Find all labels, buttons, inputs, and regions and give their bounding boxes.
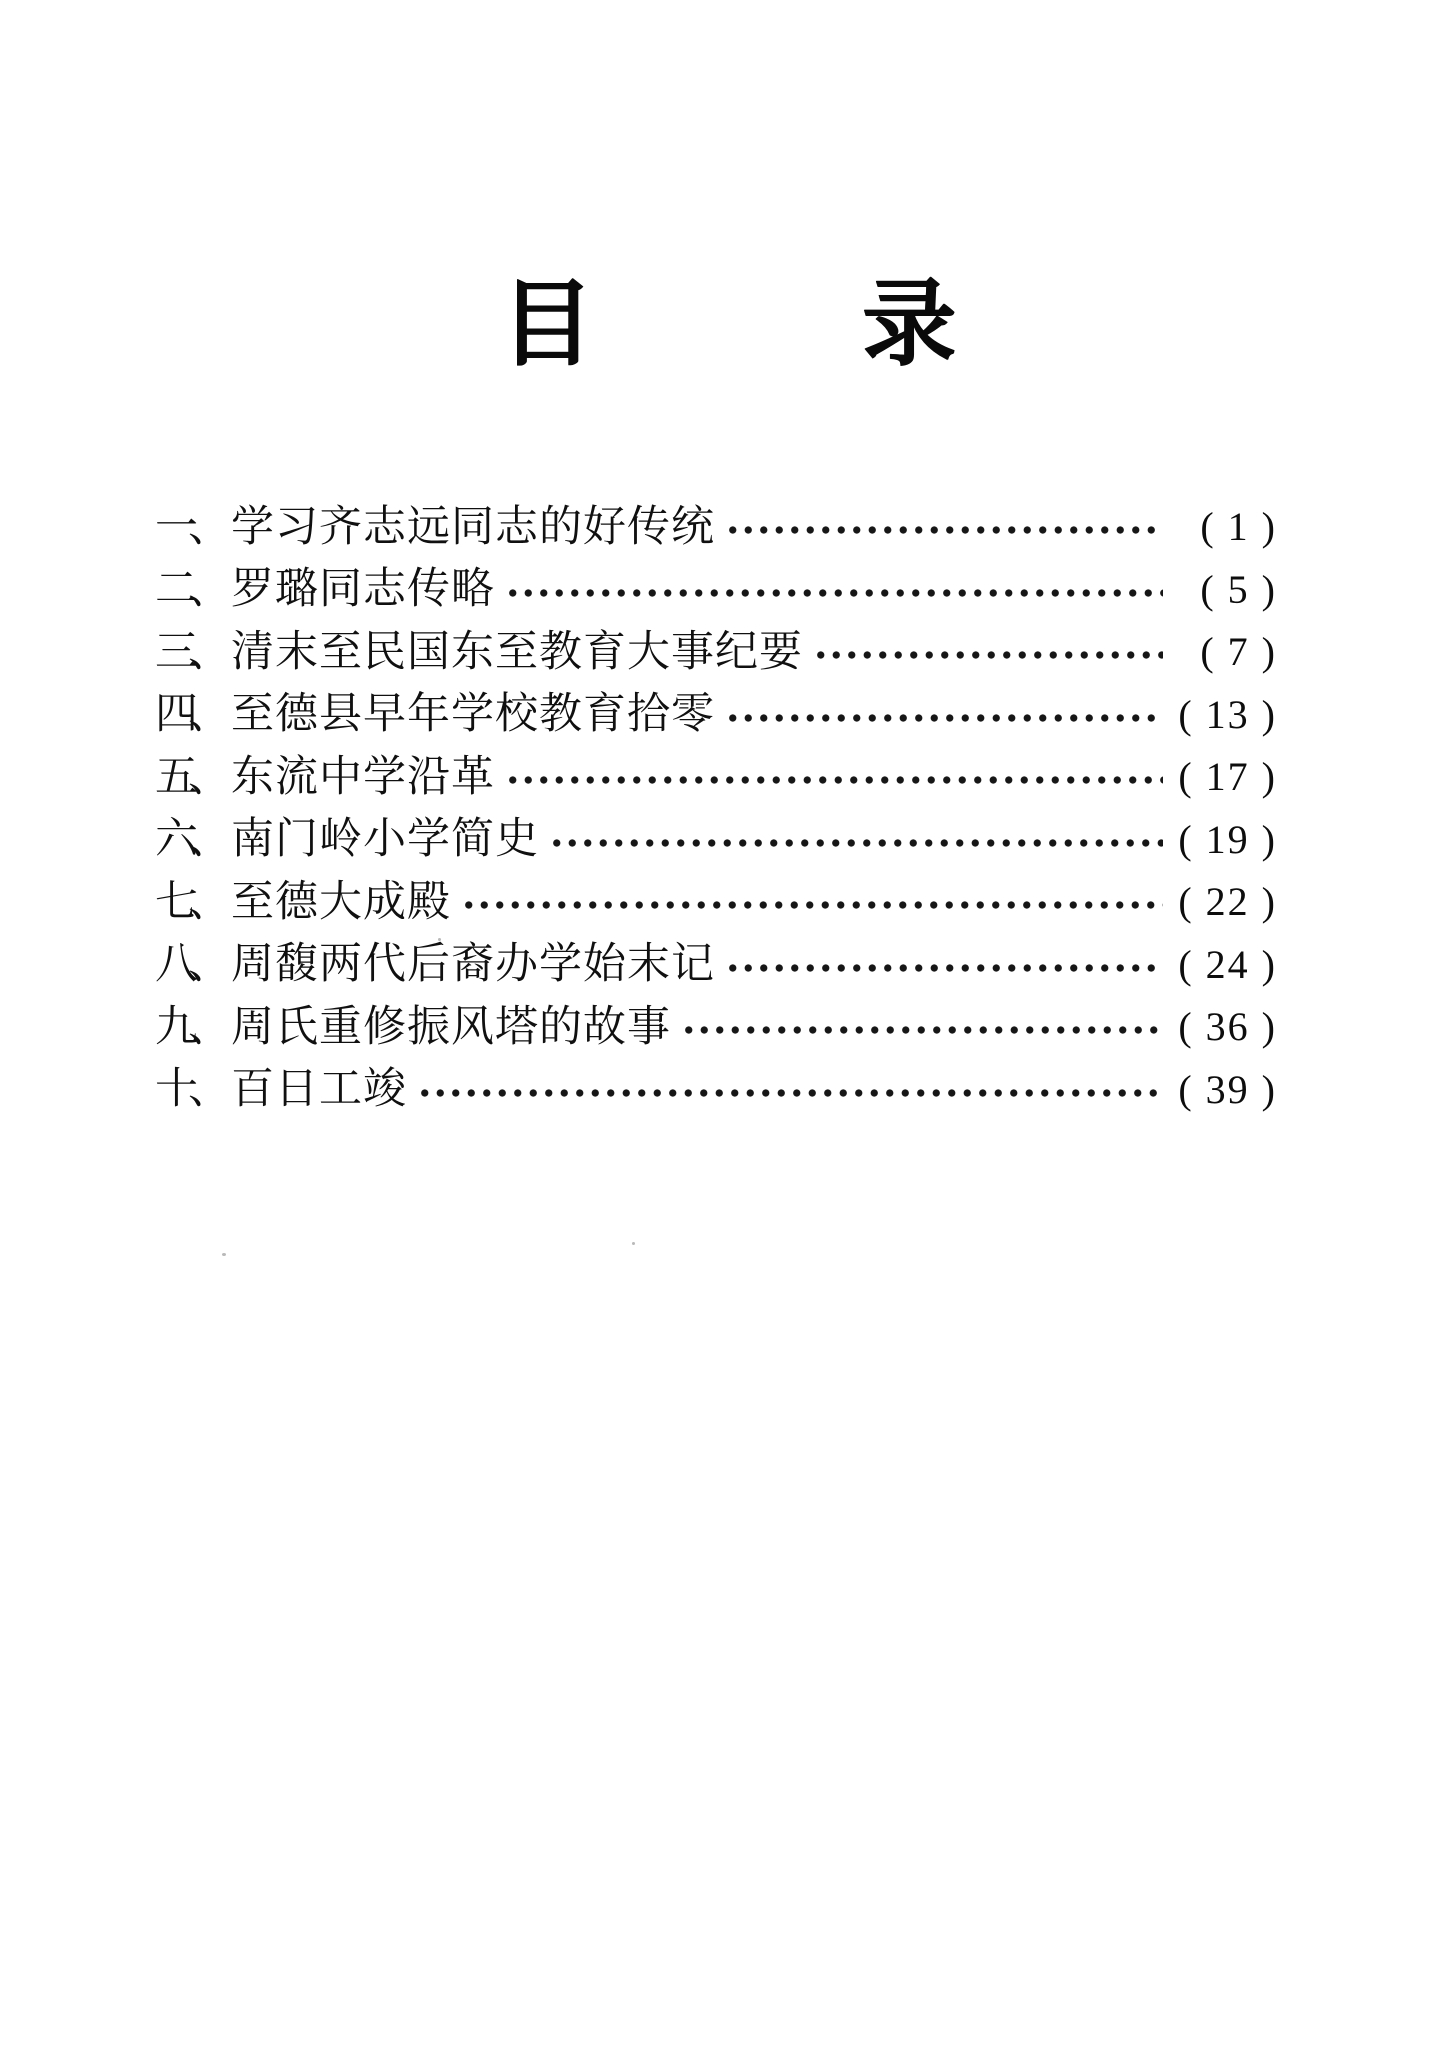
page-title bbox=[8, 273, 1440, 377]
dot-leader bbox=[503, 585, 1163, 601]
toc-entry bbox=[155, 871, 1277, 934]
toc-entry-number: 十、 bbox=[155, 1066, 221, 1114]
dot-leader bbox=[723, 960, 1163, 976]
page-title-char-2: 录 bbox=[862, 273, 957, 377]
toc-entry bbox=[155, 746, 1277, 809]
toc-entry-number: 七、 bbox=[155, 878, 221, 926]
toc-entry-title: 百日工竣 bbox=[231, 1066, 407, 1114]
toc-entry bbox=[155, 496, 1277, 559]
toc-entry-title: 东流中学沿革 bbox=[231, 753, 495, 801]
toc-entry bbox=[155, 934, 1277, 997]
toc-entry-number: 二、 bbox=[155, 566, 221, 614]
dot-leader bbox=[547, 835, 1163, 851]
toc-entry-number: 八、 bbox=[155, 941, 221, 989]
toc-entry-page: ( 7 ) bbox=[1200, 629, 1277, 675]
toc-entry-page: ( 13 ) bbox=[1178, 691, 1277, 737]
toc-entry-number: 三、 bbox=[155, 628, 221, 676]
toc-entry-title: 周氏重修振风塔的故事 bbox=[231, 1003, 671, 1051]
toc-entry-number: 九、 bbox=[155, 1003, 221, 1051]
toc-entry-number: 四、 bbox=[155, 691, 221, 739]
toc-entry-page: ( 24 ) bbox=[1178, 941, 1277, 987]
toc-entry bbox=[155, 1059, 1277, 1122]
page-title-char-1: 目 bbox=[499, 273, 594, 377]
toc-entry-page: ( 19 ) bbox=[1178, 816, 1277, 862]
toc-entry-page: ( 5 ) bbox=[1200, 566, 1277, 612]
dot-leader bbox=[503, 772, 1163, 788]
scan-speck bbox=[632, 1242, 635, 1245]
toc-entry-page: ( 1 ) bbox=[1200, 504, 1277, 550]
dot-leader bbox=[459, 897, 1163, 913]
dot-leader bbox=[679, 1022, 1163, 1038]
toc-entry-page: ( 36 ) bbox=[1178, 1004, 1277, 1050]
toc-entry-title: 至德大成殿 bbox=[231, 878, 451, 926]
dot-leader bbox=[723, 710, 1163, 726]
dot-leader bbox=[415, 1085, 1163, 1101]
toc-entry-title: 周馥两代后裔办学始末记 bbox=[231, 941, 715, 989]
toc-entry-number: 六、 bbox=[155, 816, 221, 864]
toc-entry-title: 南门岭小学简史 bbox=[231, 816, 539, 864]
toc-entry bbox=[155, 996, 1277, 1059]
toc-entry bbox=[155, 809, 1277, 872]
dot-leader bbox=[811, 647, 1163, 663]
toc-entry-title: 至德县早年学校教育拾零 bbox=[231, 691, 715, 739]
toc-entry-page: ( 39 ) bbox=[1178, 1066, 1277, 1112]
dot-leader bbox=[723, 522, 1163, 538]
toc-list bbox=[155, 496, 1277, 1121]
scan-speck bbox=[222, 1253, 226, 1256]
toc-entry-page: ( 17 ) bbox=[1178, 754, 1277, 800]
toc-entry-title: 学习齐志远同志的好传统 bbox=[231, 503, 715, 551]
scan-speck bbox=[438, 938, 441, 941]
toc-entry-number: 五、 bbox=[155, 753, 221, 801]
toc-entry-title: 清末至民国东至教育大事纪要 bbox=[231, 628, 803, 676]
toc-entry bbox=[155, 684, 1277, 747]
toc-entry-page: ( 22 ) bbox=[1178, 879, 1277, 925]
toc-entry-number: 一、 bbox=[155, 503, 221, 551]
toc-entry bbox=[155, 621, 1277, 684]
toc-entry-title: 罗璐同志传略 bbox=[231, 566, 495, 614]
toc-entry bbox=[155, 559, 1277, 622]
